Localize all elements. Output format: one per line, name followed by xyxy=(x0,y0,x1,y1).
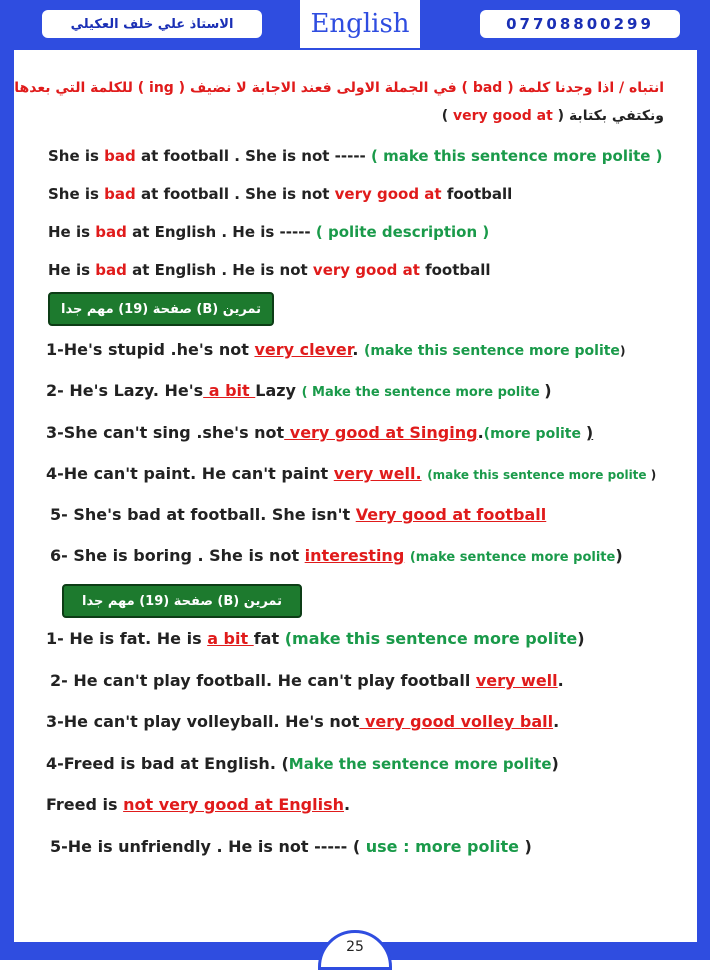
text-segment: . xyxy=(553,712,560,731)
note-phrase: very good at xyxy=(452,108,553,124)
note-line-2 xyxy=(442,108,664,124)
text-segment: ) xyxy=(551,754,559,773)
text-segment: a bit xyxy=(203,381,256,400)
text-segment: He is xyxy=(48,261,96,279)
text-segment: 3-He can't play volleyball. He's not xyxy=(46,712,360,731)
note-text: ) في الجملة الاولى فعند الاجابة لا نضيف ( xyxy=(173,80,473,96)
exercise-badge-2: تمرين (B) صفحة (19) مهم جدا xyxy=(62,584,302,618)
text-segment: 5-He is unfriendly . He is not ----- ( xyxy=(50,837,366,856)
exercise1-item-1 xyxy=(46,340,625,359)
phone-number: 07708800299 xyxy=(480,10,680,38)
page-number: 25 xyxy=(318,930,392,970)
text-segment: interesting xyxy=(304,546,405,565)
text-segment: (make sentence more polite xyxy=(409,550,616,565)
text-segment: (more polite xyxy=(483,426,586,442)
text-segment: football xyxy=(441,185,513,203)
teacher-name: الاستاذ علي خلف العكيلي xyxy=(42,10,262,38)
exercise2-item-1 xyxy=(46,629,585,648)
text-segment: Lazy xyxy=(255,381,302,400)
text-segment: a bit xyxy=(207,629,254,648)
text-segment: . xyxy=(344,795,351,814)
note-text: ) للكلمة التي بعدها xyxy=(14,80,150,96)
text-segment: . xyxy=(352,340,364,359)
example-4 xyxy=(48,261,491,279)
text-segment: 2- He's Lazy. He's xyxy=(46,381,204,400)
text-segment: at English . He is ----- xyxy=(126,223,316,241)
exercise2-item-5 xyxy=(46,795,350,814)
text-segment: bad xyxy=(95,261,127,279)
text-segment: 5- She's bad at football. She isn't xyxy=(50,505,356,524)
text-segment: very well. xyxy=(333,464,422,483)
text-segment: ) xyxy=(577,629,585,648)
text-segment: ) xyxy=(518,837,532,856)
text-segment: at football . She is not ----- xyxy=(135,147,372,165)
exercise1-item-4 xyxy=(46,464,656,483)
text-segment: very good at xyxy=(312,261,420,279)
text-segment: He is xyxy=(48,223,96,241)
text-segment: 1-He's stupid .he's not xyxy=(46,340,255,359)
text-segment: very good at xyxy=(334,185,442,203)
exercise-badge-1: تمرين (B) صفحة (19) مهم جدا xyxy=(48,292,274,326)
text-segment: ) xyxy=(544,381,552,400)
text-segment: very clever xyxy=(254,340,353,359)
note-ing: ing xyxy=(149,80,174,96)
note-text: انتباه / اذا وجدنا كلمة ( xyxy=(502,80,664,96)
text-segment: ) xyxy=(619,344,626,358)
exercise2-item-4 xyxy=(46,754,559,773)
text-segment: ) xyxy=(650,468,657,482)
text-segment: She is xyxy=(48,185,105,203)
text-segment: ( polite description ) xyxy=(315,223,490,241)
text-segment: at English . He is not xyxy=(126,261,313,279)
text-segment: ) xyxy=(615,546,623,565)
example-1 xyxy=(48,147,663,165)
text-segment: very good at Singing xyxy=(284,423,478,442)
text-segment: ) xyxy=(585,423,594,442)
text-segment: 3-She can't sing .she's not xyxy=(46,423,285,442)
note-text: ونكتفي بكتابة ( xyxy=(552,108,664,124)
text-segment: not very good at English xyxy=(123,795,345,814)
text-segment: fat xyxy=(253,629,285,648)
header xyxy=(0,0,710,48)
exercise1-item-5 xyxy=(50,505,546,524)
text-segment: . xyxy=(557,671,564,690)
text-segment: (make this sentence more polite xyxy=(427,468,651,482)
text-segment: Make the sentence more polite xyxy=(288,755,552,773)
text-segment: use : more polite xyxy=(365,837,519,856)
text-segment: (make this sentence more polite xyxy=(364,343,620,359)
note-line-1 xyxy=(14,80,664,96)
note-text: ) xyxy=(441,108,453,124)
note-bad: bad xyxy=(472,80,503,96)
text-segment: 2- He can't play football. He can't play football xyxy=(50,671,476,690)
example-2 xyxy=(48,185,512,203)
exercise1-item-3 xyxy=(46,423,593,442)
example-3 xyxy=(48,223,489,241)
exercise2-item-6 xyxy=(50,837,532,856)
text-segment: very well xyxy=(475,671,558,690)
text-segment: bad xyxy=(95,223,127,241)
text-segment: football xyxy=(419,261,491,279)
text-segment: . xyxy=(477,423,484,442)
exercise2-item-3 xyxy=(46,712,559,731)
text-segment: ( Make the sentence more polite xyxy=(301,385,545,400)
text-segment: Very good at football xyxy=(355,505,547,524)
exercise1-item-2 xyxy=(46,381,552,400)
text-segment: (make this sentence more polite xyxy=(284,629,578,648)
text-segment: bad xyxy=(104,147,136,165)
exercise1-item-6 xyxy=(50,546,623,565)
text-segment: She is xyxy=(48,147,105,165)
text-segment: 4-Freed is bad at English. ( xyxy=(46,754,289,773)
exercise2-item-2 xyxy=(50,671,564,690)
subject-title: English xyxy=(300,0,420,48)
text-segment: 4-He can't paint. He can't paint xyxy=(46,464,334,483)
text-segment: at football . She is not xyxy=(135,185,335,203)
text-segment: bad xyxy=(104,185,136,203)
text-segment: 1- He is fat. He is xyxy=(46,629,208,648)
text-segment: Freed is xyxy=(46,795,124,814)
text-segment: ( make this sentence more polite ) xyxy=(371,147,663,165)
text-segment: very good volley ball xyxy=(359,712,554,731)
text-segment: 6- She is boring . She is not xyxy=(50,546,305,565)
